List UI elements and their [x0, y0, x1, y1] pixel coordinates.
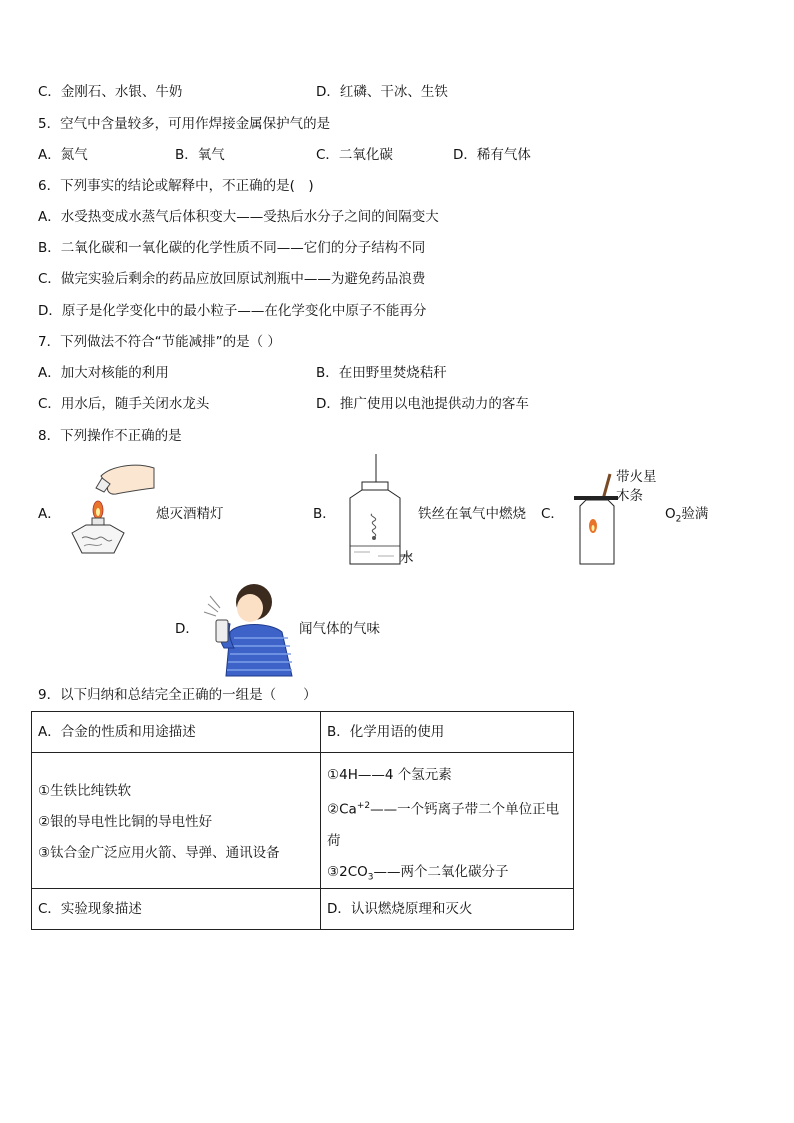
q9-cell-b-items — [321, 753, 574, 889]
q5-option-b: B．氧气 — [175, 147, 225, 163]
q9-cell-a-items — [32, 753, 321, 889]
q8-c-label-line1: 带火星 — [616, 469, 657, 485]
q9-b-item-1: ①4H——4 个氢元素 — [327, 767, 452, 783]
q8-b-letter: B． — [313, 506, 336, 522]
q9-a-item-3: ③钛合金广泛应用火箭、导弹、通讯设备 — [38, 845, 280, 861]
q5-option-c: C．二氧化碳 — [316, 147, 393, 163]
q9-options-table — [31, 711, 574, 930]
q9-cell-b-header: B．化学用语的使用 — [321, 712, 574, 753]
q5-option-d: D．稀有气体 — [453, 147, 531, 163]
q9-b-item-3: $③2CO_3——$两个二氧化碳分子 — [327, 863, 509, 883]
q6-option-c: C．做完实验后剩余的药品应放回原试剂瓶中——为避免药品浪费 — [38, 271, 426, 287]
q9-cell-c-header: C．实验现象描述 — [32, 889, 321, 930]
q9-stem: 9．以下归纳和总结完全正确的一组是（ ） — [38, 687, 317, 703]
q5-stem: 5．空气中含量较多，可用作焊接金属保护气的是 — [38, 116, 331, 132]
q4-option-c: C．金刚石、水银、牛奶 — [38, 84, 183, 100]
q6-option-d: D．原子是化学变化中的最小粒子——在化学变化中原子不能再分 — [38, 303, 427, 319]
q8-c-letter: C． — [541, 506, 564, 522]
q7-stem: 7．下列做法不符合“节能减排”的是（ ） — [38, 334, 281, 350]
q8-stem: 8．下列操作不正确的是 — [38, 428, 182, 444]
q6-option-b: B．二氧化碳和一氧化碳的化学性质不同——它们的分子结构不同 — [38, 240, 426, 256]
q7-option-c: C．用水后，随手关闭水龙头 — [38, 396, 210, 412]
q8-b-water-label: 水 — [400, 550, 414, 566]
q9-cell-d-header: D．认识燃烧原理和灭火 — [321, 889, 574, 930]
q9-a-item-1: ①生铁比纯铁软 — [38, 783, 132, 799]
q8-b-caption: 铁丝在氧气中燃烧 — [418, 506, 526, 522]
q9-a-item-2: ②银的导电性比铜的导电性好 — [38, 814, 213, 830]
q8-d-letter: D． — [175, 621, 199, 637]
smelling-gas-person-illustration — [200, 578, 296, 678]
q8-a-caption: 熄灭酒精灯 — [156, 506, 224, 522]
q8-c-label-line2: 木条 — [616, 488, 643, 504]
q9-b-item-2: $②Ca^{+2}——$一个钙离子带二个单位正电 — [327, 801, 560, 818]
alcohol-lamp-snuffing-illustration — [66, 458, 156, 558]
q8-c-caption: $O_2$验满 — [665, 506, 709, 525]
q6-option-a: A．水受热变成水蒸气后体积变大——受热后水分子之间的间隔变大 — [38, 209, 439, 225]
q7-option-b: B．在田野里焚烧秸秆 — [316, 365, 447, 381]
q9-cell-a-header: A．合金的性质和用途描述 — [32, 712, 321, 753]
q6-stem: 6．下列事实的结论或解释中，不正确的是( ) — [38, 178, 314, 194]
q7-option-a: A．加大对核能的利用 — [38, 365, 169, 381]
q8-a-letter: A． — [38, 506, 61, 522]
q4-option-d: D．红磷、干冰、生铁 — [316, 84, 448, 100]
q9-b-item-2-wrap: 荷 — [327, 832, 341, 849]
q7-option-d: D．推广使用以电池提供动力的客车 — [316, 396, 529, 412]
q8-d-caption: 闻气体的气味 — [299, 621, 380, 637]
q5-option-a: A．氮气 — [38, 147, 88, 163]
